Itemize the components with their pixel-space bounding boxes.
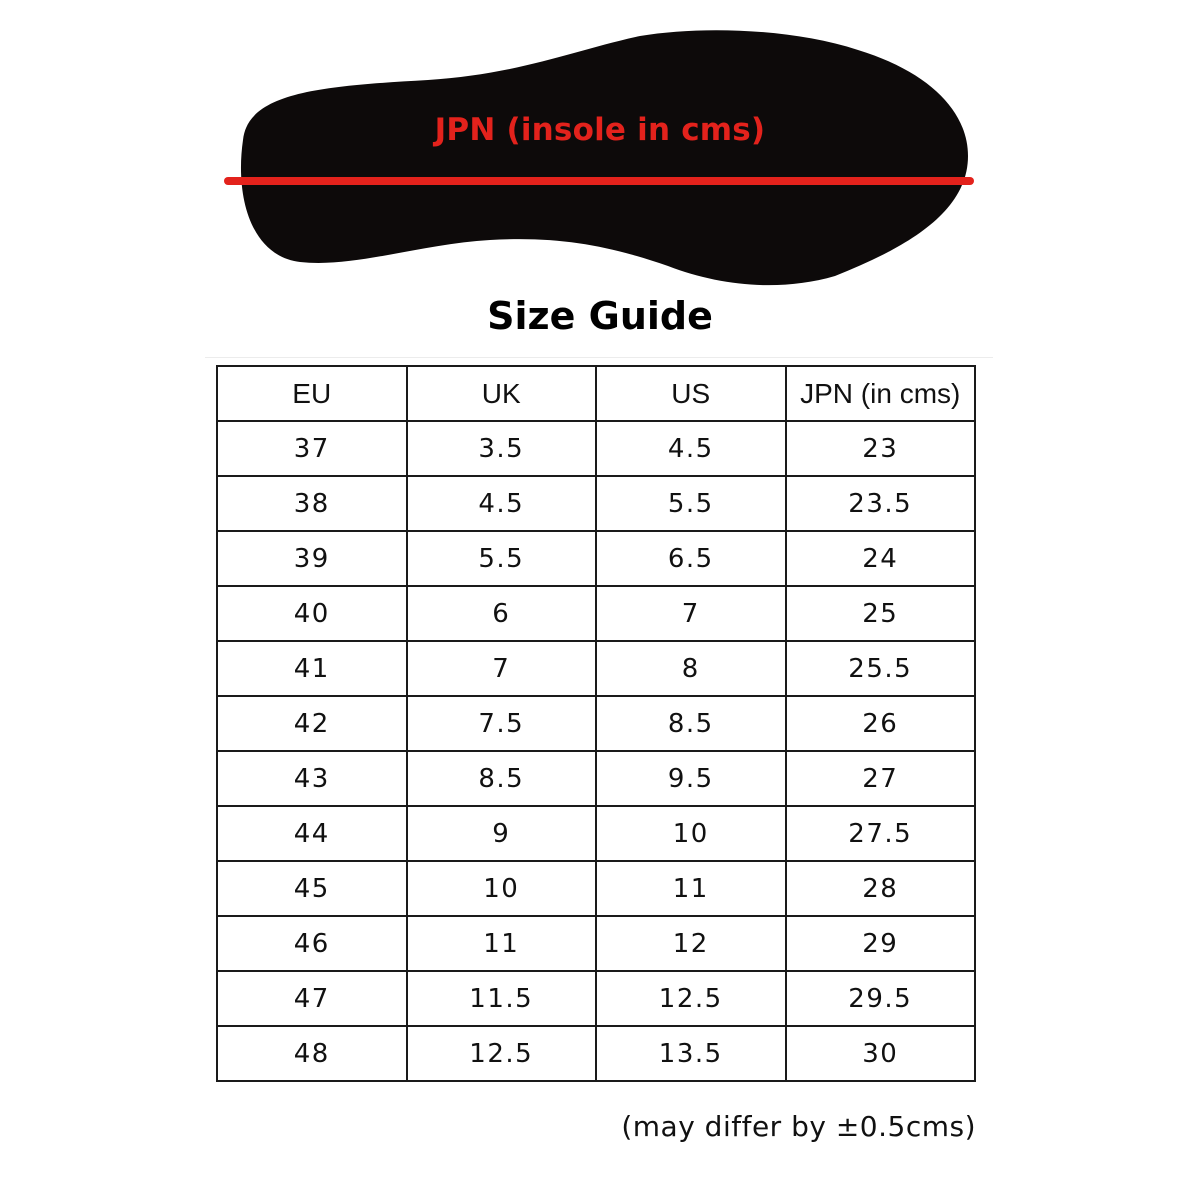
page-title: Size Guide [487,294,713,338]
cell-uk: 11.5 [407,971,597,1026]
insole-illustration [0,0,1200,300]
cell-us: 10 [596,806,786,861]
cell-uk: 6 [407,586,597,641]
cell-us: 4.5 [596,421,786,476]
cell-uk: 7.5 [407,696,597,751]
cell-us: 13.5 [596,1026,786,1081]
cell-jpn: 25 [786,586,976,641]
column-header-eu: EU [217,366,407,421]
cell-us: 12.5 [596,971,786,1026]
table-row [217,971,975,1026]
cell-us: 12 [596,916,786,971]
cell-eu: 37 [217,421,407,476]
cell-us: 8.5 [596,696,786,751]
table-row [217,916,975,971]
table-row [217,751,975,806]
table-row [217,421,975,476]
cell-jpn: 29.5 [786,971,976,1026]
cell-uk: 7 [407,641,597,696]
cell-uk: 9 [407,806,597,861]
size-table [216,365,976,1082]
table-row [217,531,975,586]
cell-uk: 4.5 [407,476,597,531]
table-row [217,806,975,861]
cell-eu: 43 [217,751,407,806]
cell-jpn: 28 [786,861,976,916]
cell-us: 8 [596,641,786,696]
table-row [217,696,975,751]
table-header-row [217,366,975,421]
table-row [217,1026,975,1081]
insole-sole-shape [241,30,968,285]
insole-graphic [0,0,1200,300]
cell-jpn: 23 [786,421,976,476]
cell-jpn: 27.5 [786,806,976,861]
cell-eu: 41 [217,641,407,696]
cell-uk: 5.5 [407,531,597,586]
cell-eu: 44 [217,806,407,861]
table-row [217,586,975,641]
table-row [217,476,975,531]
cell-jpn: 25.5 [786,641,976,696]
cell-uk: 10 [407,861,597,916]
cell-us: 5.5 [596,476,786,531]
cell-eu: 46 [217,916,407,971]
table-row [217,641,975,696]
column-header-jpn: JPN (in cms) [786,366,976,421]
cell-uk: 3.5 [407,421,597,476]
cell-eu: 40 [217,586,407,641]
cell-jpn: 24 [786,531,976,586]
cell-jpn: 29 [786,916,976,971]
cell-us: 9.5 [596,751,786,806]
cell-uk: 8.5 [407,751,597,806]
divider [205,357,993,358]
cell-us: 7 [596,586,786,641]
cell-jpn: 23.5 [786,476,976,531]
cell-eu: 38 [217,476,407,531]
cell-jpn: 26 [786,696,976,751]
cell-eu: 39 [217,531,407,586]
cell-uk: 11 [407,916,597,971]
column-header-uk: UK [407,366,597,421]
cell-eu: 48 [217,1026,407,1081]
table-row [217,861,975,916]
cell-us: 6.5 [596,531,786,586]
insole-label: JPN (insole in cms) [434,112,766,148]
tolerance-footnote: (may differ by ±0.5cms) [621,1110,976,1143]
cell-jpn: 30 [786,1026,976,1081]
cell-eu: 42 [217,696,407,751]
cell-jpn: 27 [786,751,976,806]
cell-us: 11 [596,861,786,916]
cell-eu: 47 [217,971,407,1026]
column-header-us: US [596,366,786,421]
cell-uk: 12.5 [407,1026,597,1081]
cell-eu: 45 [217,861,407,916]
